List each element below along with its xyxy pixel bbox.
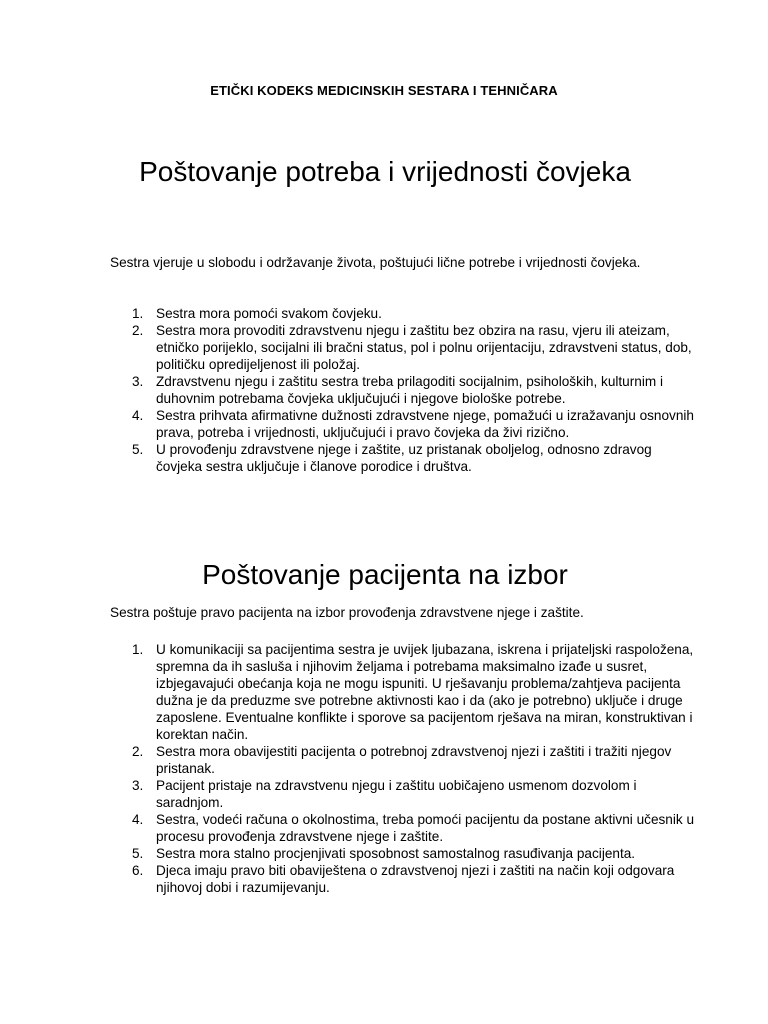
list-item (110, 811, 695, 845)
list-item-text: Sestra mora stalno procjenjivati sposobnost samostalnog rasuđivanja pacijenta. (156, 846, 636, 861)
list-item (110, 862, 695, 896)
list-item-text: U provođenju zdravstvene njege i zaštite, uz pristanak oboljelog, odnosno zdravog čovjeka sestra uključuje i članove porodice i društva. (156, 442, 652, 474)
section-heading-patient-choice: Poštovanje pacijenta na izbor (202, 559, 568, 590)
document-title: ETIČKI KODEKS MEDICINSKIH SESTARA I TEHNIČARA (210, 83, 558, 98)
list-item-number: 3. (132, 374, 144, 389)
list-item-text: Zdravstvenu njegu i zaštitu sestra treba prilagoditi socijalnim, psiholoških, kulturnim i duhovnim potrebama čovjeka uključujući i njegove biološke potrebe. (156, 374, 663, 406)
list-item-text: Sestra mora obavijestiti pacijenta o potrebnoj zdravstvenoj njezi i zaštiti i tražiti njegov pristanak. (156, 744, 672, 776)
list-item-text: Sestra prihvata afirmativne dužnosti zdravstvene njege, pomažući u izražavanju osnovnih prava, potreba i vrijednosti, uključujući i pravo čovjeka da živi rizično. (156, 408, 694, 440)
list-item-number: 2. (132, 323, 144, 338)
list-item (110, 407, 695, 441)
list-item-number: 4. (132, 408, 144, 423)
list-item-number: 5. (132, 442, 144, 457)
list-item (110, 743, 695, 777)
list-item (110, 305, 695, 322)
list-item-number: 3. (132, 778, 144, 793)
list-item-number: 5. (132, 846, 144, 861)
section-intro-respect-needs: Sestra vjeruje u slobodu i održavanje života, poštujući lične potrebe i vrijednosti čovjeka. (110, 255, 641, 270)
list-item (110, 641, 695, 743)
list-item (110, 441, 695, 475)
list-item-number: 1. (132, 642, 144, 657)
list-item-text: U komunikaciji sa pacijentima sestra je uvijek ljubazana, iskrena i prijateljski raspoložena, spremna da ih sasluša i njihovim željama i potrebama maksimalno izađe u susret, izbjegavajući obećanja koja ne mogu ispuniti. U rješavanju problema/zahtjeva pacijenta dužna je da preduzme sve potrebne aktivnosti kao i da (ako je potrebno) uključe i druge zaposlene. Eventualne konflikte i sporove sa pacijentom rješava na miran, konstruktivan i korektan način. (156, 642, 694, 742)
list-item (110, 777, 695, 811)
list-item (110, 322, 695, 373)
list-item-number: 1. (132, 306, 144, 321)
section-heading-respect-needs: Poštovanje potreba i vrijednosti čovjeka (139, 156, 631, 187)
list-item-text: Sestra mora pomoći svakom čovjeku. (156, 306, 382, 321)
list-item-text: Sestra mora provoditi zdravstvenu njegu i zaštitu bez obzira na rasu, vjeru ili ateizam, etničko porijeklo, socijalni ili bračni status, pol i polnu orijentaciju, zdravstveni status, dob, političku opredijeljenost ili položaj. (156, 323, 692, 372)
list-item-text: Sestra, vodeći računa o okolnostima, treba pomoći pacijentu da postane aktivni učesnik u procesu provođenja zdravstvene njege i zaštite. (156, 812, 695, 844)
numbered-list-patient-choice (110, 641, 695, 896)
list-item-number: 2. (132, 744, 144, 759)
section-intro-patient-choice: Sestra poštuje pravo pacijenta na izbor provođenja zdravstvene njege i zaštite. (110, 605, 584, 620)
list-item (110, 373, 695, 407)
list-item-number: 6. (132, 863, 144, 878)
list-item-text: Pacijent pristaje na zdravstvenu njegu i zaštitu uobičajeno usmenom dozvolom i saradnjom. (156, 778, 637, 810)
list-item-number: 4. (132, 812, 144, 827)
numbered-list-respect-needs (110, 305, 695, 475)
list-item (110, 845, 695, 862)
list-item-text: Djeca imaju pravo biti obaviještena o zdravstvenoj njezi i zaštiti na način koji odgovara njihovoj dobi i razumijevanju. (156, 863, 675, 895)
